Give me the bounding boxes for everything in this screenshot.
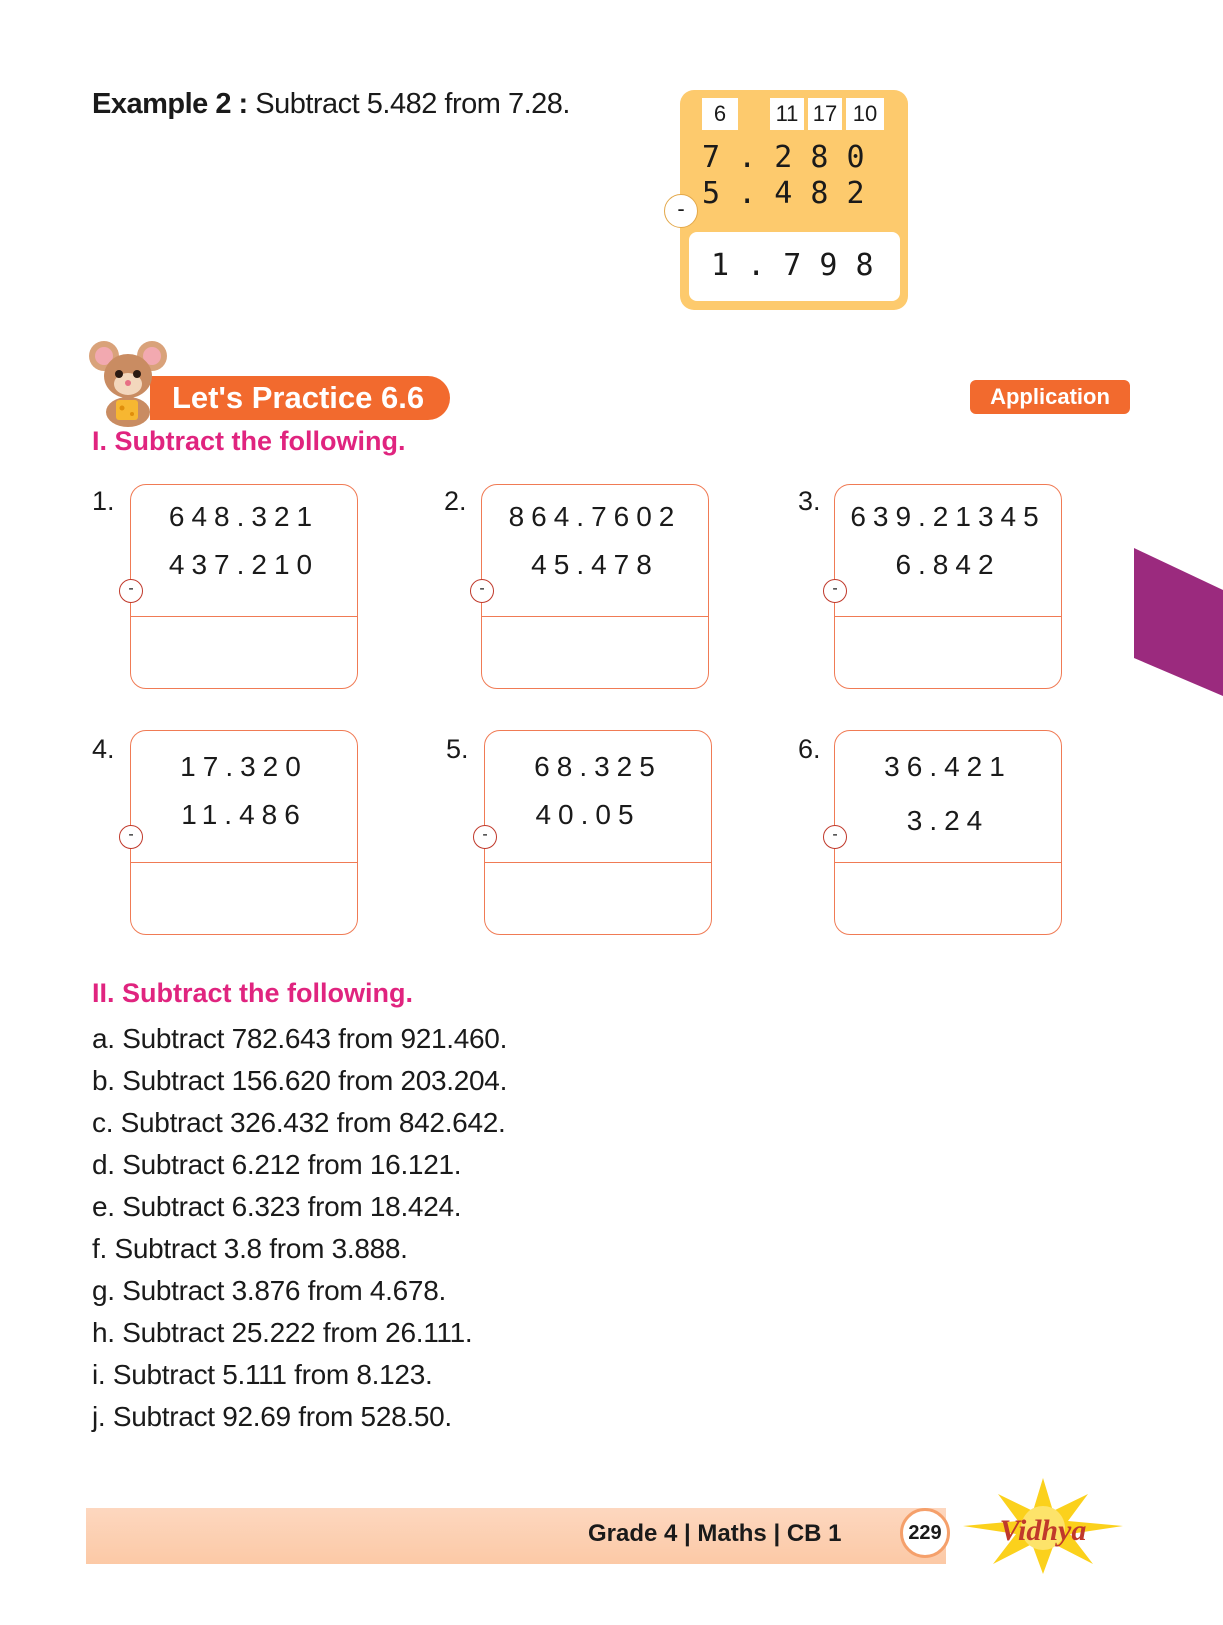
problem-number: 5.: [446, 734, 469, 764]
problem-subtrahend: 6.842: [895, 549, 1001, 580]
problem-box: [834, 484, 1062, 689]
list-item: b. Subtract 156.620 from 203.204.: [92, 1065, 508, 1096]
problem-number: 4.: [92, 734, 115, 764]
answer-divider: [485, 862, 711, 863]
list-item: a. Subtract 782.643 from 921.460.: [92, 1023, 508, 1054]
answer-divider: [482, 616, 708, 617]
footer-text: Grade 4 | Maths | CB 1: [588, 1520, 842, 1547]
answer-divider: [835, 862, 1061, 863]
problem-number: 3.: [798, 486, 821, 516]
practice-banner: Let's Practice 6.6: [150, 376, 450, 420]
list-item: f. Subtract 3.8 from 3.888.: [92, 1233, 408, 1264]
list-item: h. Subtract 25.222 from 26.111.: [92, 1317, 473, 1348]
list-item: e. Subtract 6.323 from 18.424.: [92, 1191, 462, 1222]
answer-divider: [131, 616, 357, 617]
minus-icon: -: [823, 825, 847, 849]
problem-box: [130, 484, 358, 689]
minus-icon: -: [119, 825, 143, 849]
problem-number: 6.: [798, 734, 821, 764]
example-worked-box: [677, 90, 908, 310]
minus-icon: -: [473, 825, 497, 849]
section-2-title: II. Subtract the following.: [92, 978, 413, 1008]
borrow-digit: 10: [846, 98, 884, 130]
page-number: 229: [900, 1508, 950, 1558]
answer-divider: [835, 616, 1061, 617]
list-item: d. Subtract 6.212 from 16.121.: [92, 1149, 462, 1180]
mouse-mascot-icon: [88, 336, 168, 428]
section-1-title: I. Subtract the following.: [92, 426, 406, 456]
problem-minuend: 36.421: [884, 751, 1012, 782]
example-result: 1 . 7 9 8: [711, 248, 874, 283]
example-subtrahend: 5 . 4 8 2: [702, 176, 865, 211]
problem-minuend: 68.325: [534, 751, 662, 782]
problem-minuend: 648.321: [168, 501, 320, 532]
application-badge: Application: [970, 380, 1130, 414]
problem-box: [130, 730, 358, 935]
problem-box: [834, 730, 1062, 935]
list-item: i. Subtract 5.111 from 8.123.: [92, 1359, 433, 1390]
example-result-box: [689, 232, 900, 301]
problem-minuend: 17.320: [180, 751, 308, 782]
problem-number: 2.: [444, 486, 467, 516]
chapter-side-tab: [1134, 548, 1223, 696]
problem-minuend: 864.7602: [508, 501, 682, 532]
minus-icon: -: [470, 579, 494, 603]
minus-icon: -: [823, 579, 847, 603]
example-minuend: 7 . 2 8 0: [702, 140, 865, 175]
svg-text:Vidhya: Vidhya: [999, 1514, 1087, 1547]
list-item: c. Subtract 326.432 from 842.642.: [92, 1107, 506, 1138]
problem-number: 1.: [92, 486, 115, 516]
example-heading: [92, 88, 570, 121]
borrow-digit: 6: [702, 98, 738, 130]
vidhya-logo: [958, 1476, 1128, 1576]
example-question: Subtract 5.482 from 7.28.: [247, 88, 570, 120]
problem-box: [481, 484, 709, 689]
problem-subtrahend: 11.486: [181, 799, 307, 830]
problem-minuend: 639.21345: [850, 501, 1046, 532]
answer-divider: [131, 862, 357, 863]
minus-icon: -: [664, 194, 698, 228]
borrow-digit: 17: [808, 98, 842, 130]
problem-subtrahend: 437.210: [168, 549, 320, 580]
example-label: Example 2 :: [92, 88, 248, 120]
exercise-list: [92, 1018, 507, 1438]
borrow-digit: 11: [770, 98, 804, 130]
problem-subtrahend: 3.24: [906, 805, 990, 836]
problem-box: [484, 730, 712, 935]
list-item: g. Subtract 3.876 from 4.678.: [92, 1275, 446, 1306]
problem-subtrahend: 40.05: [535, 799, 641, 830]
minus-icon: -: [119, 579, 143, 603]
problem-subtrahend: 45.478: [531, 549, 659, 580]
list-item: j. Subtract 92.69 from 528.50.: [92, 1401, 452, 1432]
